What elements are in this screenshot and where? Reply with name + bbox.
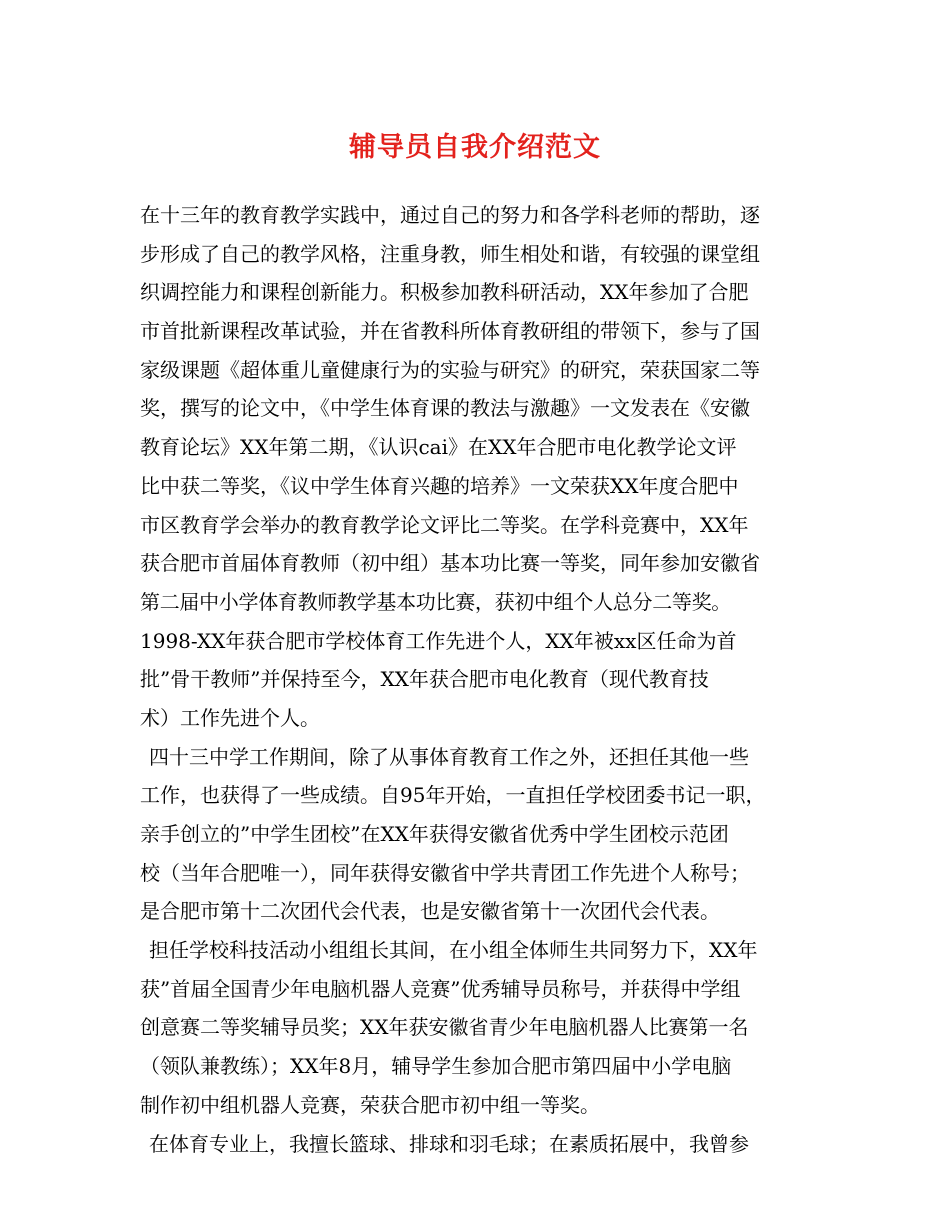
text-line: 术）工作先进个人。 (140, 705, 320, 730)
text-line: 教育论坛》XX年第二期，《认识cai》在XX年合肥市电化教学论文评 (140, 435, 737, 460)
text-line: 担任学校科技活动小组组长其间，在小组全体师生共同努力下，XX年 (149, 938, 758, 963)
text-line: 奖，撰写的论文中，《中学生体育课的教法与激趣》一文发表在《安徽 (140, 396, 750, 421)
text-line: （领队兼教练）；XX年8月，辅导学生参加合肥市第四届中小学电脑 (140, 1054, 732, 1079)
text-line: 获”首届全国青少年电脑机器人竞赛”优秀辅导员称号，并获得中学组 (140, 976, 741, 1001)
text-line: 是合肥市第十二次团代会代表，也是安徽省第十一次团代会代表。 (140, 899, 720, 924)
document-title: 辅导员自我介绍范文 (349, 132, 601, 163)
text-line: 工作，也获得了一些成绩。自95年开始，一直担任学校团委书记一职， (140, 783, 766, 808)
text-line: 校（当年合肥唯一），同年获得安徽省中学共青团工作先进个人称号； (140, 860, 750, 885)
text-line: 在十三年的教育教学实践中，通过自己的努力和各学科老师的帮助，逐 (140, 203, 760, 227)
text-line: 1998-XX年获合肥市学校体育工作先进个人，XX年被xx区任命为首 (140, 628, 737, 653)
text-line: 第二届中小学体育教师教学基本功比赛，获初中组个人总分二等奖。 (140, 589, 731, 614)
text-line: 家级课题《超体重儿童健康行为的实验与研究》的研究，荣获国家二等 (140, 357, 760, 382)
text-line: 批”骨干教师”并保持至今，XX年获合肥市电化教育（现代教育技 (140, 667, 709, 692)
text-line: 市首批新课程改革试验，并在省教科所体育教研组的带领下，参与了国 (140, 319, 760, 344)
text-line: 在体育专业上，我擅长篮球、排球和羽毛球；在素质拓展中，我曾参 (149, 1131, 749, 1156)
text-line: 四十三中学工作期间，除了从事体育教育工作之外，还担任其他一些 (149, 744, 749, 769)
document-body (140, 196, 820, 1163)
text-line: 步形成了自己的教学风格，注重身教，师生相处和谐，有较强的课堂组 (140, 241, 760, 266)
text-line: 织调控能力和课程创新能力。积极参加教科研活动，XX年参加了合肥 (140, 280, 749, 305)
text-line: 获合肥市首届体育教师（初中组）基本功比赛一等奖，同年参加安徽省 (140, 551, 760, 576)
text-line: 创意赛二等奖辅导员奖；XX年获安徽省青少年电脑机器人比赛第一名 (140, 1015, 749, 1040)
text-line: 比中获二等奖，《议中学生体育兴趣的培养》一文荣获XX年度合肥中 (140, 473, 739, 498)
text-line: 市区教育学会举办的教育教学论文评比二等奖。在学科竞赛中，XX年 (140, 512, 749, 537)
text-line: 亲手创立的”中学生团校”在XX年获得安徽省优秀中学生团校示范团 (140, 822, 729, 846)
text-line: 制作初中组机器人竞赛，荣获合肥市初中组一等奖。 (140, 1092, 600, 1117)
